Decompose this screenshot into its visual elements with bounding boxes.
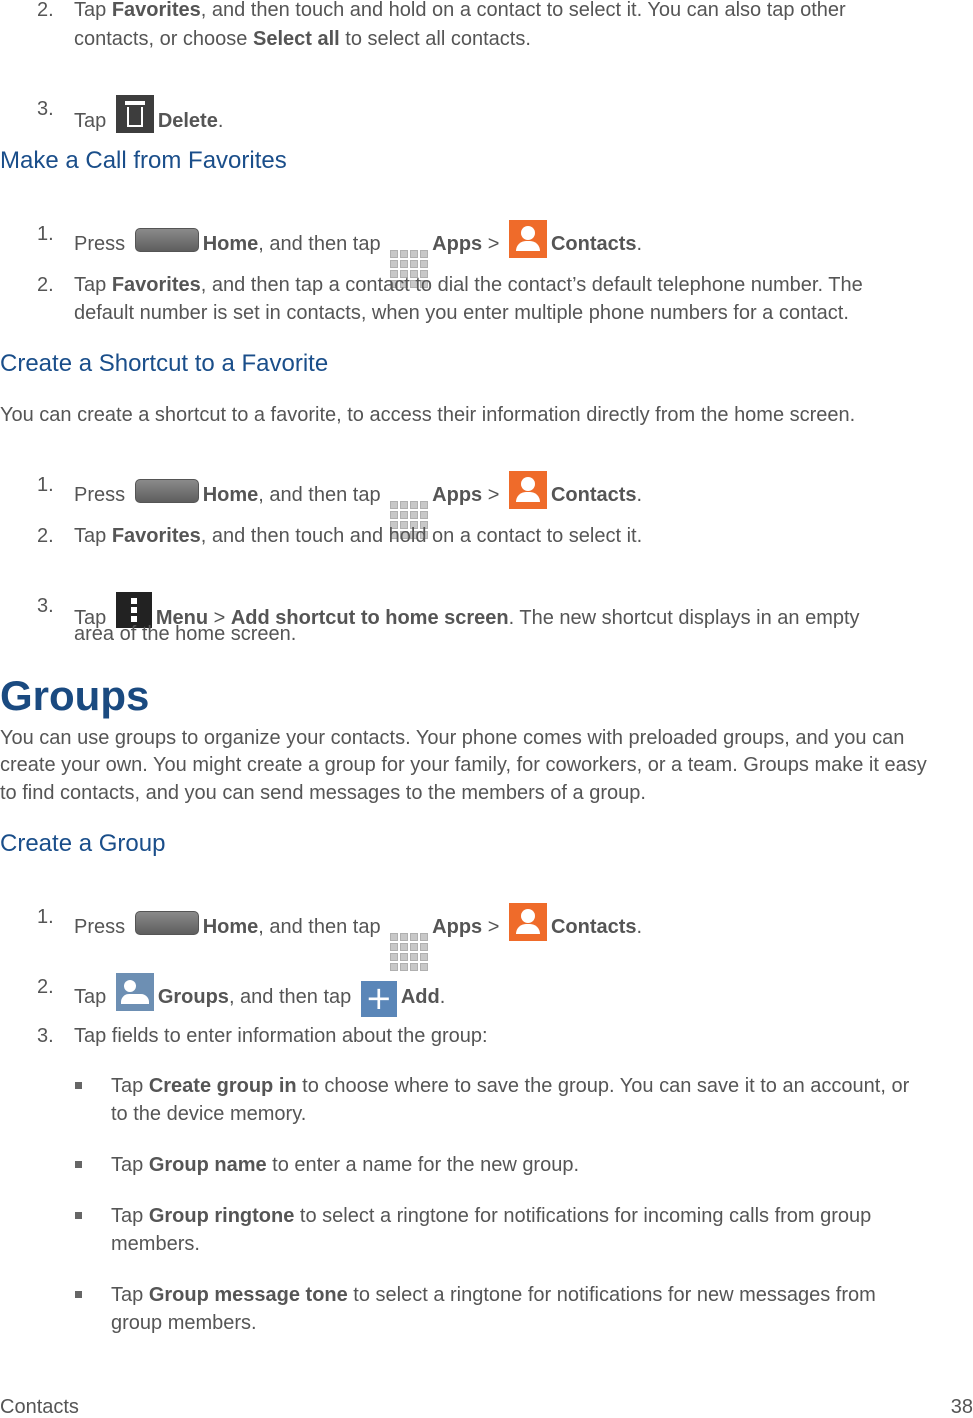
bullet-text: Tap Group message tone to select a ringtone for notifications for new messages from bbox=[111, 1284, 876, 1306]
chapter-heading: Groups bbox=[0, 672, 150, 719]
step-number: 1. bbox=[37, 474, 54, 496]
bullet-icon bbox=[75, 1291, 82, 1298]
home-key-icon bbox=[135, 228, 199, 252]
bullet-text: Tap Group ringtone to select a ringtone for notifications for incoming calls from group bbox=[111, 1205, 872, 1227]
home-key-icon bbox=[135, 479, 199, 503]
step-text: Tap Favorites, and then touch and hold on a contact to select it. bbox=[74, 525, 643, 547]
bullet-icon bbox=[75, 1212, 82, 1219]
step-number: 2. bbox=[37, 0, 54, 21]
step-text: Tap Favorites, and then touch and hold on a contact to select it. You can also tap other bbox=[74, 0, 846, 21]
footer-section: Contacts bbox=[0, 1396, 79, 1418]
step-text: Tap Delete. bbox=[74, 95, 223, 135]
section-heading: Make a Call from Favorites bbox=[0, 147, 287, 174]
bullet-icon bbox=[75, 1161, 82, 1168]
step-number: 1. bbox=[37, 906, 54, 928]
groups-icon bbox=[116, 973, 154, 1011]
step-text: Press Home, and then tap Apps > Contacts. bbox=[74, 903, 642, 971]
paragraph: create your own. You might create a group for your family, for coworkers, or a team. Groups make it easy bbox=[0, 754, 927, 776]
bullet-icon bbox=[75, 1082, 82, 1089]
page-number: 38 bbox=[950, 1396, 973, 1418]
step-text: Tap Menu > Add shortcut to home screen. The new shortcut displays in an empty bbox=[74, 592, 860, 632]
step-text: default number is set in contacts, when you enter multiple phone numbers for a contact. bbox=[74, 302, 849, 324]
bullet-text: members. bbox=[111, 1233, 200, 1255]
step-number: 2. bbox=[37, 525, 54, 547]
paragraph: You can use groups to organize your contacts. Your phone comes with preloaded groups, and you can bbox=[0, 727, 905, 749]
section-heading: Create a Group bbox=[0, 830, 166, 857]
paragraph: to find contacts, and you can send messages to the members of a group. bbox=[0, 782, 646, 804]
paragraph: You can create a shortcut to a favorite, to access their information directly from the home screen. bbox=[0, 404, 856, 426]
step-text: Press Home, and then tap Apps > Contacts. bbox=[74, 471, 642, 539]
contacts-icon bbox=[509, 903, 547, 941]
step-text: Tap Groups, and then tap + Add. bbox=[74, 973, 445, 1017]
step-number: 2. bbox=[37, 976, 54, 998]
step-text: Press Home, and then tap Apps > Contacts. bbox=[74, 220, 642, 288]
bullet-text: group members. bbox=[111, 1312, 257, 1334]
bullet-text: Tap Group name to enter a name for the new group. bbox=[111, 1154, 580, 1176]
step-number: 1. bbox=[37, 223, 54, 245]
bullet-text: to the device memory. bbox=[111, 1103, 307, 1125]
contacts-icon bbox=[509, 471, 547, 509]
step-number: 3. bbox=[37, 595, 54, 617]
step-text: Tap Favorites, and then tap a contact to dial the contact’s default telephone number. The bbox=[74, 274, 863, 296]
add-icon: + bbox=[361, 981, 397, 1017]
home-key-icon bbox=[135, 911, 199, 935]
step-text: Tap fields to enter information about the group: bbox=[74, 1025, 488, 1047]
section-heading: Create a Shortcut to a Favorite bbox=[0, 350, 329, 377]
step-text: contacts, or choose Select all to select all contacts. bbox=[74, 28, 531, 50]
step-number: 3. bbox=[37, 1025, 54, 1047]
contacts-icon bbox=[509, 220, 547, 258]
bullet-text: Tap Create group in to choose where to save the group. You can save it to an account, or bbox=[111, 1075, 910, 1097]
apps-grid-icon bbox=[390, 933, 428, 971]
step-text: area of the home screen. bbox=[74, 623, 297, 645]
trash-icon bbox=[116, 95, 154, 133]
step-number: 2. bbox=[37, 274, 54, 296]
step-number: 3. bbox=[37, 98, 54, 120]
